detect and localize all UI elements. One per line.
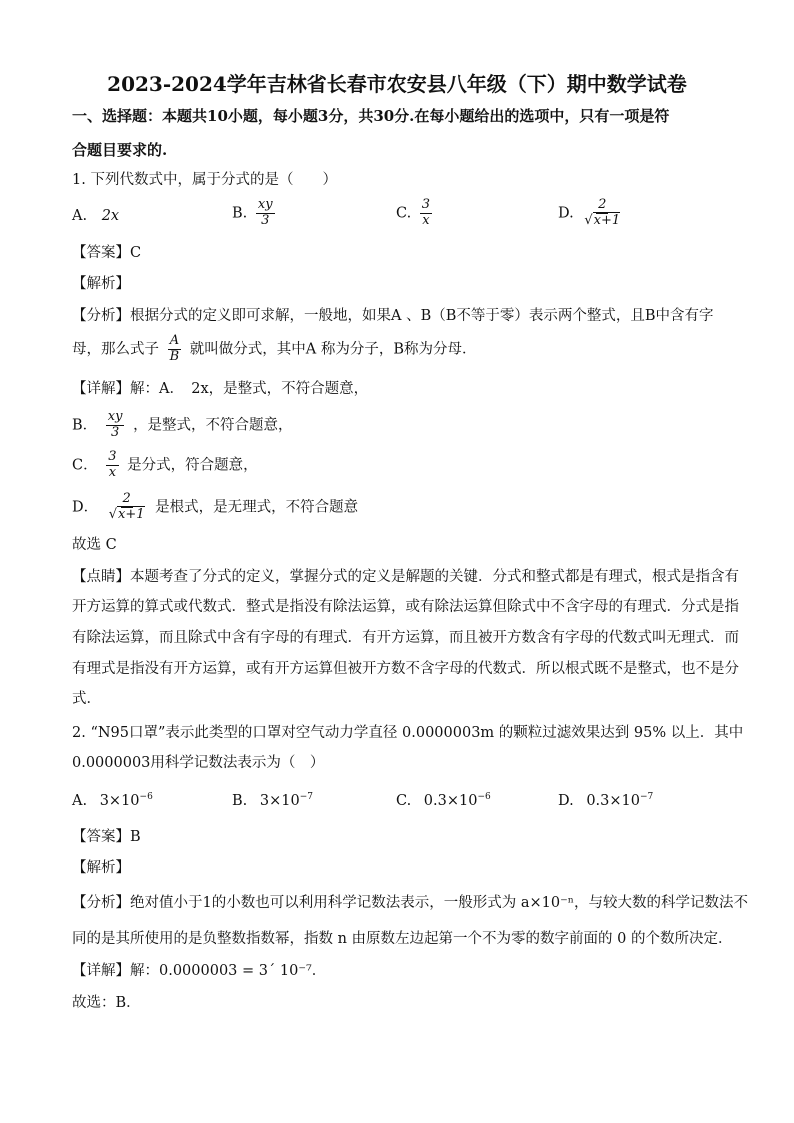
q1-dianjing-line4: 有理式是指没有开方运算，或有开方运算但被开方数不含字母的代数式．所以根式既不是整式，也不是分: [72, 661, 739, 677]
q2-option-c-label: C.: [396, 792, 412, 809]
q2-fenxi-line1: 【分析】绝对值小于1的小数也可以利用科学记数法表示，一般形式为 a×10⁻ⁿ，与较大数的科学记数法不: [72, 895, 749, 911]
fraction-denominator: B: [169, 348, 180, 364]
fraction-numerator: 3: [421, 197, 431, 212]
q1-fenxi-text-tail: 就叫做分式，其中A 称为分子，B称为分母．: [189, 341, 477, 358]
q1-option-b: [232, 198, 279, 229]
q1-detail-a: 【详解】解：A． 2x，是整式，不符合题意，: [72, 381, 369, 397]
fraction-numerator: xy: [257, 197, 273, 212]
q2-option-a-exponent: −6: [139, 792, 153, 802]
q1-option-b-label: B.: [232, 205, 248, 222]
q1-detail-b-text: ，是整式，不符合题意，: [133, 417, 293, 434]
q2-analysis-label: 【解析】: [72, 860, 130, 876]
q1-dianjing-line1: 【点睛】本题考查了分式的定义，掌握分式的定义是解题的关键．分式和整式都是有理式，根式是指含有: [72, 569, 739, 585]
q1-detail-d-label: D．: [72, 499, 99, 516]
q2-option-b-label: B.: [232, 792, 248, 809]
q1-detail-b: [72, 410, 293, 441]
section-heading-line1: 一、选择题：本题共10小题，每小题3分，共30分.在每小题给出的选项中，只有一项是符: [72, 107, 670, 125]
q1-option-c: [396, 198, 436, 229]
q1-dianjing-line5: 式．: [72, 691, 101, 707]
fraction-numerator: xy: [107, 409, 123, 424]
q1-option-b-fraction: [256, 198, 275, 229]
q2-option-a-base: 3×10: [99, 792, 140, 809]
q2-option-d: [558, 792, 653, 809]
fraction-numerator: 2: [598, 197, 607, 212]
fraction-denominator: 3: [110, 424, 120, 440]
q2-option-b-base: 3×10: [259, 792, 300, 809]
q2-option-d-label: D.: [558, 792, 574, 809]
fraction-numerator: A: [169, 333, 180, 348]
q2-option-b-exponent: −7: [299, 792, 313, 802]
section-heading-line2: 合题目要求的.: [72, 141, 168, 159]
q1-option-c-label: C.: [396, 205, 412, 222]
fraction-denominator: 3: [261, 212, 270, 228]
q1-dianjing-line3: 有除法运算，而且除式中含有字母的有理式．有开方运算，而且被开方数含有字母的代数式叫无理式．而: [72, 630, 739, 646]
q1-detail-c-text: 是分式，符合题意，: [127, 457, 258, 474]
fraction-numerator: 3: [108, 449, 117, 464]
q1-detail-c-fraction: [106, 450, 118, 481]
q2-option-d-exponent: −7: [640, 792, 654, 802]
q1-option-a: [72, 208, 119, 224]
q1-option-d-fraction: [582, 198, 622, 229]
q1-fenxi-text: 母，那么式子: [72, 341, 159, 358]
q1-option-d: [558, 198, 626, 229]
q2-answer: 【答案】B: [72, 829, 141, 845]
q2-option-a: [72, 792, 153, 809]
q2-option-c: [396, 792, 491, 809]
fraction-numerator: 2: [122, 491, 131, 506]
q1-stem: 1. 下列代数式中，属于分式的是（ ）: [72, 172, 337, 188]
q1-option-a-label: A.: [72, 208, 88, 224]
q1-fenxi-line1: 【分析】根据分式的定义即可求解，一般地，如果A 、B（B不等于零）表示两个整式，且B中含有字: [72, 308, 714, 324]
q1-detail-c-label: C．: [72, 457, 98, 474]
fraction-denominator: x: [108, 464, 117, 480]
q2-stem-line1: 2. “N95口罩”表示此类型的口罩对空气动力学直径 0.0000003m 的颗粒过滤效果达到 95% 以上．其中: [72, 725, 744, 741]
q2-option-b: [232, 792, 313, 809]
page-title: 2023-2024学年吉林省长春市农安县八年级（下）期中数学试卷: [107, 72, 687, 96]
q2-choice: 故选：B．: [72, 995, 141, 1011]
q1-detail-d-text: 是根式，是无理式，不符合题意: [155, 499, 359, 516]
q2-option-c-exponent: −6: [477, 792, 491, 802]
q2-option-c-base: 0.3×10: [423, 792, 478, 809]
q1-analysis-label: 【解析】: [72, 276, 130, 292]
q2-detail: 【详解】解：0.0000003 = 3´ 10⁻⁷．: [72, 963, 327, 979]
q1-detail-b-fraction: [106, 410, 125, 441]
q1-answer: 【答案】C: [72, 245, 142, 261]
sqrt-radicand: x+1: [118, 506, 145, 522]
q2-option-d-base: 0.3×10: [586, 792, 640, 809]
q1-option-a-expr: 2x: [101, 208, 120, 224]
q2-fenxi-line2: 同的是其所使用的是负整数指数幂，指数 n 由原数左边起第一个不为零的数字前面的 0 的个数所决定．: [72, 931, 733, 947]
q1-dianjing-line2: 开方运算的算式或代数式．整式是指没有除法运算，或有除法运算但除式中不含字母的有理式．分式是指: [72, 599, 739, 615]
q1-detail-b-label: B．: [72, 417, 98, 434]
fraction-denominator: √x+1: [108, 506, 145, 522]
q1-detail-d: [72, 492, 358, 523]
q1-option-c-fraction: [420, 198, 432, 229]
q1-detail-c: [72, 450, 258, 481]
q2-stem-line2: 0.0000003用科学记数法表示为（ ）: [72, 755, 325, 771]
q1-fenxi-line2: [72, 334, 477, 365]
sqrt-radicand: x+1: [593, 212, 621, 228]
q2-option-a-label: A.: [72, 792, 88, 809]
q1-detail-d-fraction: [107, 492, 147, 523]
q1-fenxi-fraction: [168, 334, 182, 365]
q1-option-d-label: D.: [558, 205, 574, 222]
q1-choice: 故选 C: [72, 537, 117, 553]
fraction-denominator: x: [422, 212, 430, 228]
fraction-denominator: √x+1: [584, 212, 621, 228]
